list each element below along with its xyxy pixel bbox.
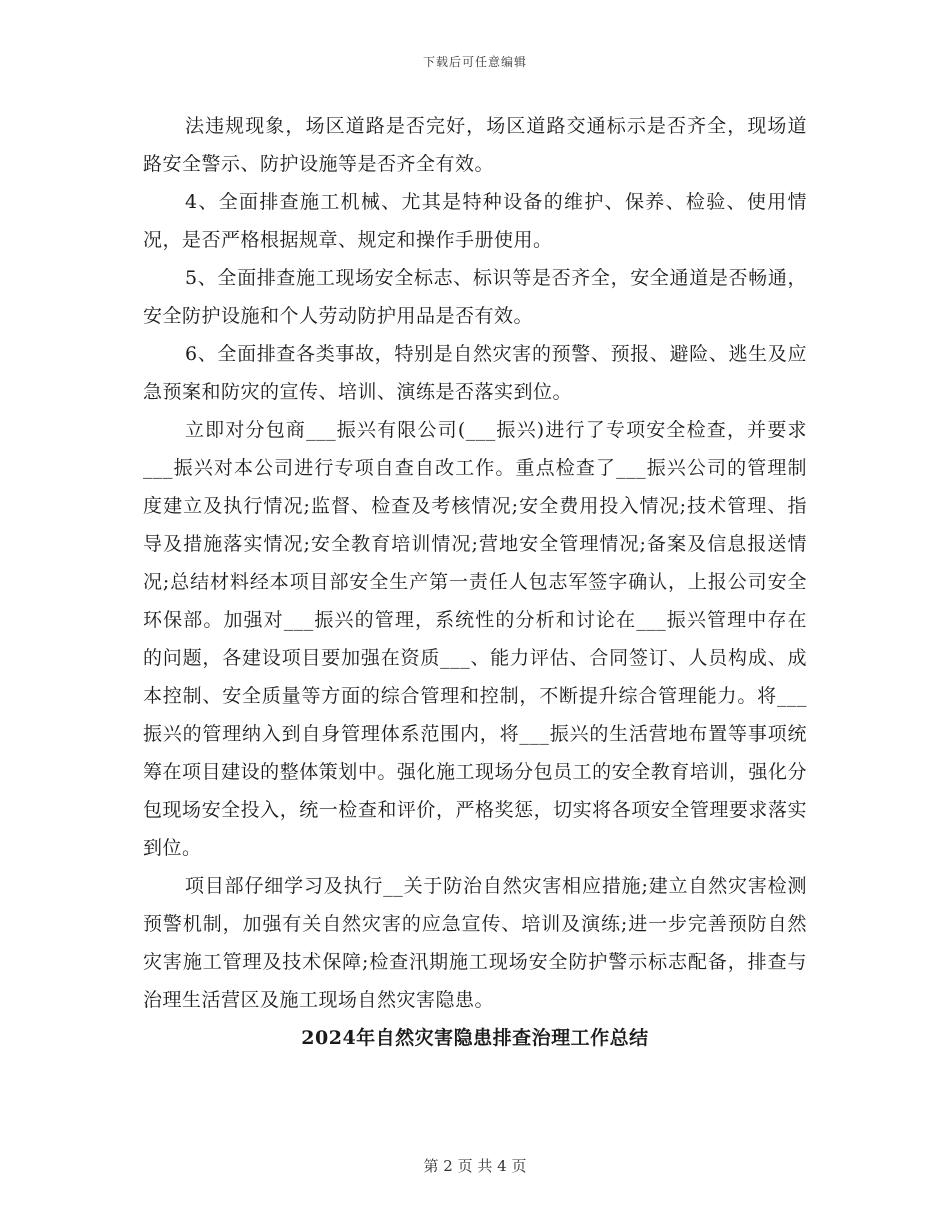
document-body — [143, 107, 807, 1057]
page-header: 下载后可任意编辑 — [422, 55, 527, 69]
paragraph-continuation: 法违规现象，场区道路是否完好，场区道路交通标示是否齐全，现场道路安全警示、防护设施等是否齐全有效。 — [143, 115, 807, 175]
paragraph-item-5: 5、全面排查施工现场安全标志、标识等是否齐全，安全通道是否畅通，安全防护设施和个人劳动防护用品是否有效。 — [143, 267, 807, 327]
paragraph-disaster-prevention: 项目部仔细学习及执行__关于防治自然灾害相应措施;建立自然灾害检测预警机制，加强有关自然灾害的应急宣传、培训及演练;进一步完善预防自然灾害施工管理及技术保障;检查汛期施工现场安全防护警示标志配备，排查与治理生活营区及施工现场自然灾害隐患。 — [143, 875, 807, 1011]
section-title: 2024年自然灾害隐患排查治理工作总结 — [301, 1027, 649, 1049]
paragraph-subcontractor: 立即对分包商___振兴有限公司(___振兴)进行了专项安全检查，并要求___振兴对本公司进行专项自查自改工作。重点检查了___振兴公司的管理制度建立及执行情况;监督、检查及考核情况;安全费用投入情况;技术管理、指导及措施落实情况;安全教育培训情况;营地安全管理情况;备案及信息报送情况;总结材料经本项目部安全生产第一责任人包志军签字确认，上报公司安全环保部。加强对___振兴的管理，系统性的分析和讨论在___振兴管理中存在的问题，各建设项目要加强在资质___、能力评估、合同签订、人员构成、成本控制、安全质量等方面的综合管理和控制，不断提升综合管理能力。将___振兴的管理纳入到自身管理体系范围内，将___振兴的生活营地布置等事项统筹在项目建设的整体策划中。强化施工现场分包员工的安全教育培训，强化分包现场安全投入，统一检查和评价，严格奖惩，切实将各项安全管理要求落实到位。 — [143, 419, 807, 859]
paragraph-item-6: 6、全面排查各类事故，特别是自然灾害的预警、预报、避险、逃生及应急预案和防灾的宣传、培训、演练是否落实到位。 — [143, 343, 807, 403]
paragraph-item-4: 4、全面排查施工机械、尤其是特种设备的维护、保养、检验、使用情况，是否严格根据规章、规定和操作手册使用。 — [143, 191, 807, 251]
page-footer: 第 2 页 共 4 页 — [423, 1157, 527, 1175]
